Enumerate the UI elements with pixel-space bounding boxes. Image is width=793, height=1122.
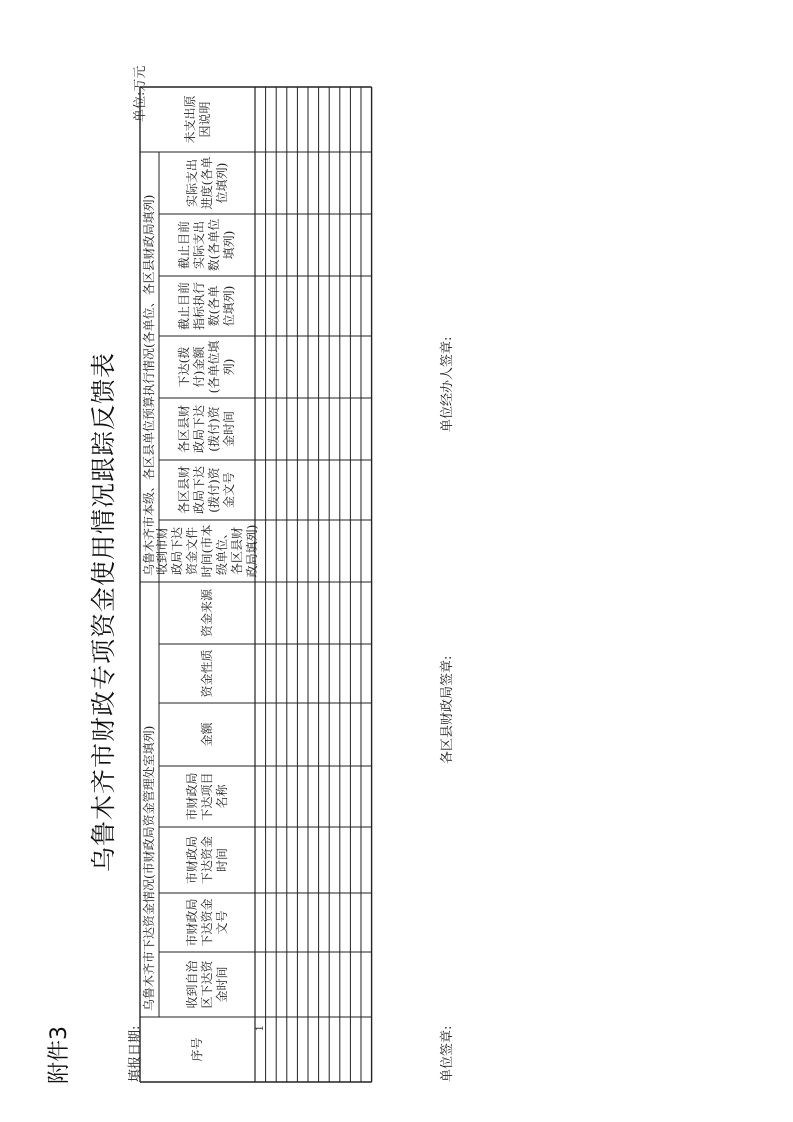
column-header: 收到自治区下达资金时间 — [184, 960, 229, 1009]
handler-signature-label: 单位经办人签章: — [440, 336, 455, 432]
row-seq-number: 1 — [254, 1025, 266, 1032]
group-header-city: 乌鲁木齐市下达资金情况(市财政局资金管理处室填列) — [142, 725, 156, 1011]
row-seq-number — [350, 1017, 361, 1082]
column-header: 市财政局下达资金时间 — [184, 836, 229, 885]
column-header: 各区县财政局下达(拨付)资金文号 — [177, 466, 236, 515]
row-seq-number — [329, 1017, 340, 1082]
column-header: 各区县财政局下达(拨付)资金时间 — [177, 405, 236, 454]
district-finance-seal-label: 各区县财政局签章: — [440, 655, 455, 764]
row-seq-number — [361, 1017, 372, 1082]
column-header: 截止目前指标执行数(各单位填列) — [177, 282, 236, 331]
column-header: 市财政局下达资金文号 — [184, 898, 229, 947]
row-seq-number — [319, 1017, 330, 1082]
row-seq-number — [287, 1017, 298, 1082]
column-header: 资金性质 — [199, 649, 214, 698]
column-header: 市财政局下达项目名称 — [184, 772, 229, 821]
column-header: 收到市财政局下达资金文件时间(市本级单位、各区县财政局填列) — [154, 524, 259, 578]
row-seq-number — [297, 1017, 308, 1082]
unit-note: 单位:万元 — [133, 65, 148, 122]
group-header-local: 乌鲁木齐市本级、各区县单位预算执行情况(各单位、各区县财政局填列) — [142, 194, 156, 576]
report-date-label: 填报日期: — [128, 1025, 143, 1082]
column-header: 序号 — [190, 1037, 204, 1062]
row-seq-number — [266, 1017, 277, 1082]
column-header: 金额 — [199, 722, 214, 747]
row-seq-number — [276, 1017, 287, 1082]
page-title: 乌鲁木齐市财政专项资金使用情况跟踪反馈表 — [89, 351, 118, 872]
column-header: 未支出原因说明 — [182, 95, 212, 144]
column-header: 截止目前实际支出数(各单位填列) — [177, 218, 236, 272]
row-seq-number — [308, 1017, 319, 1082]
row-seq-number — [340, 1017, 351, 1082]
column-header: 下达(拨付)金额(各单位填列) — [177, 340, 236, 394]
column-header: 资金来源 — [199, 589, 214, 638]
unit-seal-label: 单位签章: — [440, 1025, 455, 1082]
attachment-label: 附件3 — [47, 1026, 72, 1084]
column-header: 实际支出进度(各单位填列) — [184, 156, 229, 210]
